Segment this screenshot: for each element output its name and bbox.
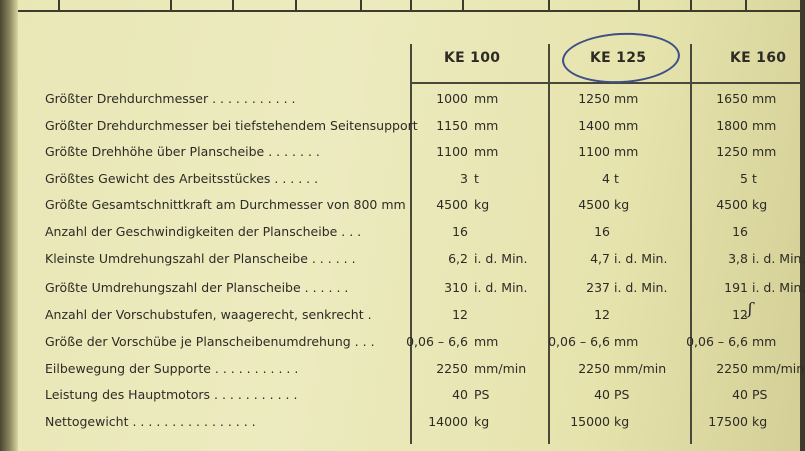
cell-value: 1400 bbox=[578, 118, 610, 133]
cell-value: 3,8 bbox=[728, 251, 748, 266]
cell-unit: kg bbox=[614, 197, 630, 212]
cell-unit: i. d. Min. bbox=[752, 251, 805, 266]
cell-unit: t bbox=[614, 171, 619, 186]
cell-unit: i. d. Min. bbox=[614, 280, 668, 295]
cell-value: 40 bbox=[732, 387, 748, 402]
row-label: Anzahl der Vorschubstufen, waagerecht, senkrecht . bbox=[45, 307, 372, 322]
cell-unit: kg bbox=[474, 414, 490, 429]
top-tick bbox=[170, 0, 172, 11]
row-label: Größte Drehhöhe über Planscheibe . . . . . . . bbox=[45, 144, 320, 159]
row-label: Größte Gesamtschnittkraft am Durchmesser von 800 mm bbox=[45, 197, 406, 212]
cell-value: 40 bbox=[594, 387, 610, 402]
cell-unit: PS bbox=[752, 387, 768, 402]
cell-value: 12 bbox=[594, 307, 610, 322]
cell-value: 12 bbox=[732, 307, 748, 322]
top-tick bbox=[745, 0, 747, 11]
row-label: Größter Drehdurchmesser bei tiefstehendem Seitensupport bbox=[45, 118, 418, 133]
cell-value: 4,7 bbox=[590, 251, 610, 266]
row-label: Leistung des Hauptmotors . . . . . . . . . . . bbox=[45, 387, 298, 402]
cell-unit: mm bbox=[614, 118, 639, 133]
cell-unit: mm bbox=[614, 144, 639, 159]
top-tick bbox=[548, 0, 550, 11]
cell-value: 12 bbox=[452, 307, 468, 322]
cell-unit: kg bbox=[474, 197, 490, 212]
row-label: Eilbewegung der Supporte . . . . . . . . . . . bbox=[45, 361, 299, 376]
cell-value: 4500 bbox=[578, 197, 610, 212]
cell-value: 0,06 – 6,6 bbox=[548, 334, 610, 349]
row-label: Kleinste Umdrehungszahl der Planscheibe . . . . . . bbox=[45, 251, 356, 266]
cell-value: 3 bbox=[460, 171, 468, 186]
row-label: Größte Umdrehungszahl der Planscheibe . . . . . . bbox=[45, 280, 349, 295]
cell-unit: t bbox=[752, 171, 757, 186]
cell-value: 1100 bbox=[578, 144, 610, 159]
cell-value: 14000 bbox=[428, 414, 468, 429]
top-tick bbox=[690, 0, 692, 11]
cell-unit: mm bbox=[614, 91, 639, 106]
column-header-ke125: KE 125 bbox=[590, 50, 647, 66]
cell-value: 6,2 bbox=[448, 251, 468, 266]
cell-unit: mm bbox=[614, 334, 639, 349]
cell-value: 0,06 – 6,6 bbox=[406, 334, 468, 349]
cell-unit: i. d. Min. bbox=[474, 280, 528, 295]
cell-unit: mm/min bbox=[474, 361, 527, 376]
top-tick bbox=[462, 0, 464, 11]
row-label: Anzahl der Geschwindigkeiten der Planscheibe . . . bbox=[45, 224, 362, 239]
cell-value: 310 bbox=[444, 280, 468, 295]
column-divider bbox=[690, 44, 692, 444]
column-divider bbox=[548, 44, 550, 444]
cell-value: 1000 bbox=[436, 91, 468, 106]
cell-unit: mm bbox=[474, 144, 499, 159]
cell-value: 17500 bbox=[708, 414, 748, 429]
row-label: Größe der Vorschübe je Planscheibenumdrehung . . . bbox=[45, 334, 375, 349]
cell-unit: mm bbox=[752, 91, 777, 106]
cell-value: 191 bbox=[724, 280, 748, 295]
cell-unit: kg bbox=[752, 197, 768, 212]
cell-value: 4500 bbox=[716, 197, 748, 212]
cell-value: 1150 bbox=[436, 118, 468, 133]
cell-unit: mm bbox=[752, 334, 777, 349]
top-tick bbox=[410, 0, 412, 11]
handwritten-circle-annotation bbox=[561, 30, 681, 86]
row-label: Größter Drehdurchmesser . . . . . . . . . . . bbox=[45, 91, 296, 106]
cell-value: 2250 bbox=[716, 361, 748, 376]
cell-unit: i. d. Min. bbox=[752, 280, 805, 295]
cell-value: 4 bbox=[602, 171, 610, 186]
cell-unit: kg bbox=[614, 414, 630, 429]
cell-value: 16 bbox=[594, 224, 610, 239]
cell-unit: i. d. Min. bbox=[474, 251, 528, 266]
top-tick bbox=[58, 0, 60, 11]
cell-unit: mm bbox=[474, 91, 499, 106]
cell-unit: kg bbox=[752, 414, 768, 429]
cell-value: 2250 bbox=[436, 361, 468, 376]
top-rule bbox=[18, 10, 800, 12]
cell-unit: PS bbox=[474, 387, 490, 402]
row-label: Nettogewicht . . . . . . . . . . . . . . . . bbox=[45, 414, 256, 429]
column-divider bbox=[410, 44, 412, 444]
cell-value: 0,06 – 6,6 bbox=[686, 334, 748, 349]
column-header-ke160: KE 160 bbox=[730, 50, 787, 66]
cell-unit: PS bbox=[614, 387, 630, 402]
cell-value: 4500 bbox=[436, 197, 468, 212]
cell-unit: mm bbox=[474, 334, 499, 349]
cell-value: 5 bbox=[740, 171, 748, 186]
cell-value: 1100 bbox=[436, 144, 468, 159]
cell-unit: mm/min bbox=[614, 361, 667, 376]
page-edge-shadow bbox=[0, 0, 18, 451]
cell-unit: mm bbox=[752, 118, 777, 133]
row-label: Größtes Gewicht des Arbeitsstückes . . . . . . bbox=[45, 171, 319, 186]
cell-value: 40 bbox=[452, 387, 468, 402]
cell-unit: mm bbox=[474, 118, 499, 133]
cell-unit: t bbox=[474, 171, 479, 186]
cell-value: 1650 bbox=[716, 91, 748, 106]
column-header-ke100: KE 100 bbox=[444, 50, 501, 66]
cell-value: 15000 bbox=[570, 414, 610, 429]
cell-value: 237 bbox=[586, 280, 610, 295]
top-tick bbox=[232, 0, 234, 11]
cell-value: 2250 bbox=[578, 361, 610, 376]
cell-value: 16 bbox=[452, 224, 468, 239]
top-tick bbox=[360, 0, 362, 11]
cell-unit: mm/min bbox=[752, 361, 805, 376]
cell-value: 1250 bbox=[578, 91, 610, 106]
cell-unit: i. d. Min. bbox=[614, 251, 668, 266]
cell-value: 1250 bbox=[716, 144, 748, 159]
top-tick bbox=[638, 0, 640, 11]
top-tick bbox=[295, 0, 297, 11]
cell-value: 1800 bbox=[716, 118, 748, 133]
cell-value: 16 bbox=[732, 224, 748, 239]
handwritten-mark: ʃ bbox=[748, 299, 753, 318]
cell-unit: mm bbox=[752, 144, 777, 159]
